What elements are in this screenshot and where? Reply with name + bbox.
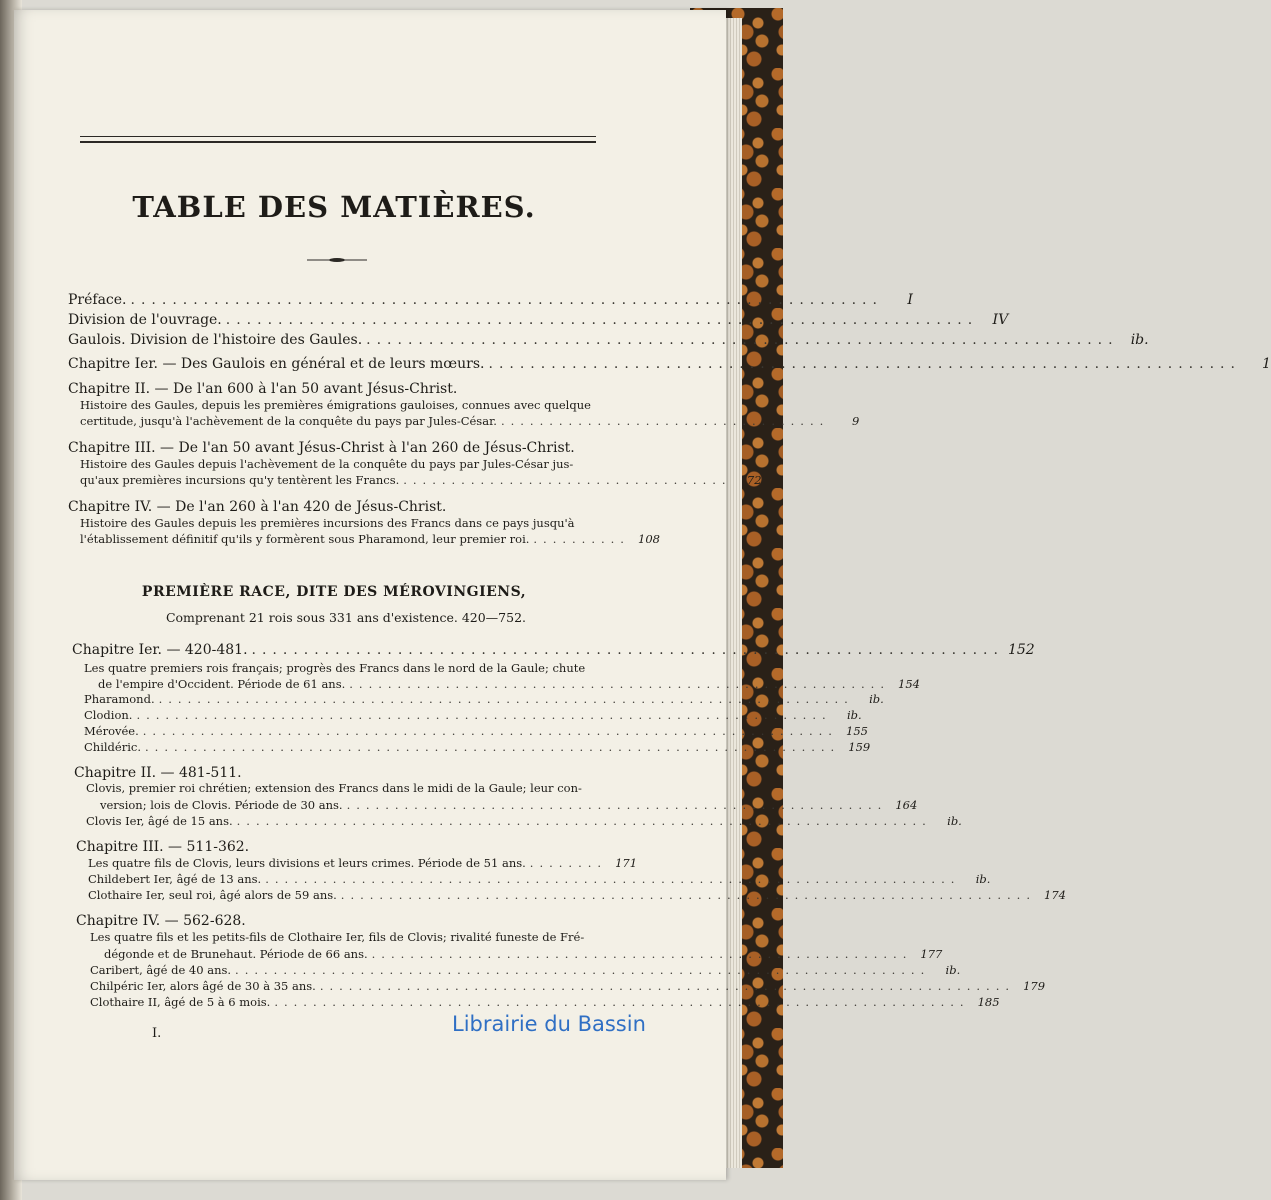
toc-page: 108: [638, 532, 660, 546]
toc-page: 179: [1023, 979, 1046, 993]
chapter-summary-line: Histoire des Gaules depuis les premières incursions des Francs dans ce pays jusqu'à: [80, 516, 575, 530]
toc-page: ib.: [975, 872, 991, 886]
toc-entry: l'établissement définitif qu'ils y formèrent sous Pharamond, leur premier roi. .......... 108: [80, 532, 660, 546]
toc-label: Clothaire Ier, seul roi, âgé alors de 59 ans.: [88, 888, 337, 902]
toc-entry: Clodion. ........................................................................ ib.: [84, 708, 862, 722]
toc-page: 164: [895, 798, 918, 812]
chapter-heading: Chapitre II. — 481-511.: [74, 765, 242, 781]
toc-page: 177: [920, 947, 943, 961]
toc-entry: Chilpéric Ier, alors âgé de 30 à 35 ans. ........................................................................ 179: [90, 979, 1046, 993]
toc-label: Clovis Ier, âgé de 15 ans.: [86, 814, 233, 828]
toc-page: 159: [848, 740, 871, 754]
toc-entry: de l'empire d'Occident. Période de 61 ans. ........................................................ 154: [98, 677, 920, 691]
toc-label: Caribert, âgé de 40 ans.: [90, 963, 232, 977]
ornament-divider: [307, 258, 367, 262]
toc-page: 174: [1044, 888, 1066, 902]
toc-entry: version; lois de Clovis. Période de 30 ans. ........................................................ 164: [100, 798, 918, 812]
toc-entry: certitude, jusqu'à l'achèvement de la conquête du pays par Jules-César. .................................. 9: [80, 414, 860, 428]
toc-page: ib.: [869, 692, 884, 706]
chapter-summary-line: dégonde et de Brunehaut. Période de 66 ans.: [104, 947, 368, 961]
watermark-text: Librairie du Bassin: [452, 1012, 646, 1036]
toc-page: 1: [1262, 356, 1271, 372]
chapter-heading: Chapitre IV. — 562-628.: [76, 913, 246, 929]
toc-page: 154: [898, 677, 920, 691]
toc-entry: Gaulois. Division de l'histoire des Gaules. ........................................................................ ib.: [68, 332, 1149, 348]
toc-page: 9: [851, 414, 860, 428]
chapter-heading: Chapitre IV. — De l'an 260 à l'an 420 de Jésus-Christ.: [68, 499, 447, 515]
chapter-heading: Chapitre II. — De l'an 600 à l'an 50 avant Jésus-Christ.: [68, 381, 458, 397]
toc-page: ib.: [846, 708, 862, 722]
chapter-summary-line: Les quatre fils de Clovis, leurs divisions et leurs crimes. Période de 51 ans.: [88, 856, 526, 870]
toc-page: ib.: [945, 963, 961, 977]
toc-label: Chilpéric Ier, alors âgé de 30 à 35 ans.: [90, 979, 316, 993]
chapter-summary-line: Histoire des Gaules depuis l'achèvement de la conquête du pays par Jules-César jus-: [80, 457, 574, 471]
toc-entry: Mérovée. ........................................................................ 155: [84, 724, 868, 738]
toc-label: Mérovée.: [84, 724, 139, 738]
chapter-summary-line: version; lois de Clovis. Période de 30 ans.: [100, 798, 343, 812]
toc-label: Childebert Ier, âgé de 13 ans.: [88, 872, 262, 886]
toc-entry: Clothaire II, âgé de 5 à 6 mois. ........................................................................ 185: [90, 995, 1000, 1009]
toc-label: Clothaire II, âgé de 5 à 6 mois.: [90, 995, 271, 1009]
chapter-summary-line: de l'empire d'Occident. Période de 61 ans.: [98, 677, 346, 691]
signature-mark: I.: [152, 1026, 162, 1041]
toc-page: ib.: [947, 814, 962, 828]
chapter-heading: Chapitre Ier. — 420-481.: [72, 642, 248, 658]
chapter-summary-line: Les quatre fils et les petits-fils de Clothaire Ier, fils de Clovis; rivalité funeste de Fré-: [90, 930, 585, 944]
page-title: TABLE DES MATIÈRES.: [132, 190, 536, 224]
toc-entry: dégonde et de Brunehaut. Période de 66 ans. ........................................................ 177: [104, 947, 943, 961]
toc-label: Gaulois. Division de l'histoire des Gaules.: [68, 332, 363, 348]
toc-page: 185: [977, 995, 1000, 1009]
toc-page: 72: [746, 473, 762, 487]
toc-entry: Clovis Ier, âgé de 15 ans. ........................................................................ ib.: [86, 814, 962, 828]
toc-entry: Pharamond. ........................................................................ ib.: [84, 692, 884, 706]
toc-entry: Chapitre Ier. — 420-481. ........................................................................ 152: [72, 642, 1035, 658]
section-subtitle: Comprenant 21 rois sous 331 ans d'existence. 420—752.: [165, 610, 527, 625]
chapter-summary-line: certitude, jusqu'à l'achèvement de la conquête du pays par Jules-César.: [80, 414, 497, 428]
chapter-summary-line: l'établissement définitif qu'ils y formèrent sous Pharamond, leur premier roi.: [80, 532, 530, 546]
toc-entry: Clothaire Ier, seul roi, âgé alors de 59 ans. ........................................................................ 174: [88, 888, 1066, 902]
toc-label: Division de l'ouvrage.: [68, 312, 222, 328]
toc-entry: Childebert Ier, âgé de 13 ans. ........................................................................ ib.: [88, 872, 991, 886]
chapter-summary-line: Clovis, premier roi chrétien; extension des Francs dans le midi de la Gaule; leur con-: [86, 781, 582, 795]
toc-entry: Chapitre Ier. — Des Gaulois en général et de leurs mœurs. ........................................................................ 1: [68, 356, 1271, 372]
section-title: PREMIÈRE RACE, DITE DES MÉROVINGIENS,: [141, 584, 527, 600]
top-rule: [80, 136, 596, 143]
toc-page: 155: [846, 724, 868, 738]
chapter-summary-line: Les quatre premiers rois français; progrès des Francs dans le nord de la Gaule; chute: [84, 661, 586, 675]
toc-entry: Childéric. ........................................................................ 159: [84, 740, 871, 754]
toc-entry: qu'aux premières incursions qu'y tentèrent les Francs. .................................. 72: [80, 473, 762, 487]
chapter-heading: Chapitre III. — De l'an 50 avant Jésus-Christ à l'an 260 de Jésus-Christ.: [68, 440, 575, 456]
toc-label: Préface.: [68, 292, 127, 308]
chapter-heading: Chapitre III. — 511-362.: [76, 839, 250, 855]
toc-label: Childéric.: [84, 740, 142, 754]
toc-label: Pharamond.: [84, 692, 155, 706]
toc-entry: Division de l'ouvrage. ........................................................................ IV: [68, 312, 1009, 328]
toc-entry: Les quatre fils de Clovis, leurs divisions et leurs crimes. Période de 51 ans. ........ 171: [88, 856, 638, 870]
toc-entry: Préface. ........................................................................ I: [68, 292, 913, 308]
chapter-summary-line: Histoire des Gaules, depuis les premières émigrations gauloises, connues avec quelque: [80, 398, 591, 412]
toc-label: Clodion.: [84, 708, 133, 722]
toc-page: 152: [1007, 642, 1035, 658]
book-page: [14, 10, 1271, 1180]
toc-page: IV: [992, 312, 1009, 328]
chapter-summary-line: qu'aux premières incursions qu'y tentèrent les Francs.: [80, 473, 400, 487]
toc-page: 171: [615, 856, 638, 870]
toc-page: ib.: [1130, 332, 1149, 348]
toc-entry: Caribert, âgé de 40 ans. ........................................................................ ib.: [90, 963, 961, 977]
toc-label: Chapitre Ier. — Des Gaulois en général et de leurs mœurs.: [68, 356, 485, 372]
toc-page: I: [907, 292, 913, 308]
